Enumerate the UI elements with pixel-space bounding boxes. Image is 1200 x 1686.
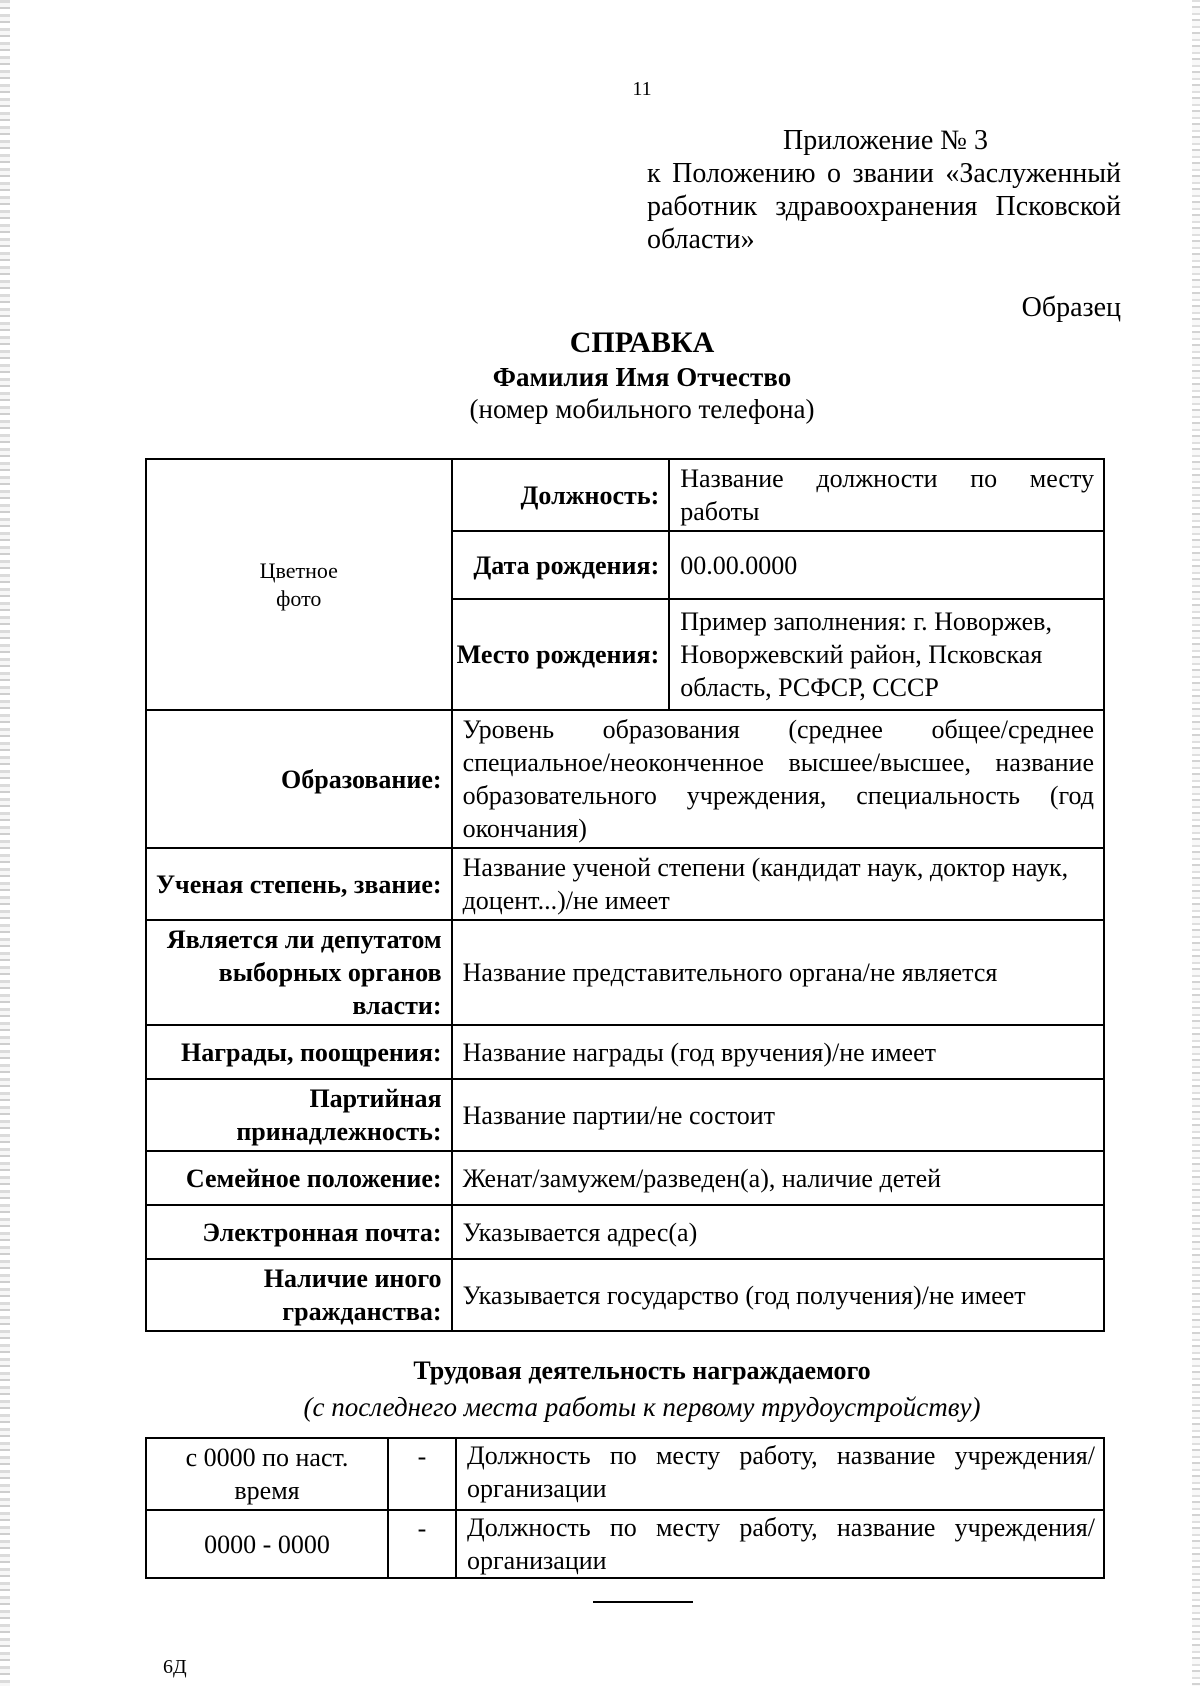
scan-edge-right xyxy=(1192,0,1200,1686)
table-row xyxy=(146,848,1104,920)
family-label: Семейное положение: xyxy=(146,1151,452,1205)
degree-value: Название ученой степени (кандидат наук, доктор наук, доцент...)/не имеет xyxy=(452,848,1104,920)
footer-code: 6Д xyxy=(163,1656,187,1678)
party-value: Название партии/не состоит xyxy=(452,1079,1104,1151)
birth-place-label: Место рождения: xyxy=(452,599,670,710)
table-row xyxy=(146,1510,1104,1578)
citizenship-value: Указывается государство (год получения)/не имеет xyxy=(452,1259,1104,1331)
table-row xyxy=(146,920,1104,1025)
work-history-title: Трудовая деятельность награждаемого xyxy=(413,1356,871,1385)
email-label: Электронная почта: xyxy=(146,1205,452,1259)
position-value: Название должности по месту работы xyxy=(669,459,1104,531)
document-title: СПРАВКА xyxy=(569,326,715,359)
table-row xyxy=(146,1259,1104,1331)
full-name-heading: Фамилия Имя Отчество xyxy=(492,362,792,392)
education-value: Уровень образования (среднее общее/среднее специальное/неоконченное высшее/высшее, название образовательного учреждения, специальность (год окончания) xyxy=(452,710,1104,848)
work-dash: - xyxy=(388,1510,456,1578)
scan-edge-left xyxy=(0,0,10,1686)
sample-label: Образец xyxy=(1021,292,1121,323)
work-history-table xyxy=(145,1437,1105,1579)
party-label: Партийная принадлежность: xyxy=(146,1079,452,1151)
work-period: с 0000 по наст. время xyxy=(146,1438,388,1510)
appendix-block xyxy=(647,124,1121,256)
table-row xyxy=(146,1151,1104,1205)
page-number: 11 xyxy=(632,78,652,100)
info-table xyxy=(145,458,1105,1332)
citizenship-label: Наличие иного гражданства: xyxy=(146,1259,452,1331)
deputy-label: Является ли депутатом выборных органов власти: xyxy=(146,920,452,1025)
email-value: Указывается адрес(а) xyxy=(452,1205,1104,1259)
work-history-subtitle: (с последнего места работы к первому трудоустройству) xyxy=(303,1392,981,1422)
family-value: Женат/замужем/разведен(а), наличие детей xyxy=(452,1151,1104,1205)
deputy-value: Название представительного органа/не является xyxy=(452,920,1104,1025)
table-row xyxy=(146,1438,1104,1510)
photo-placeholder: Цветное фото xyxy=(146,459,452,710)
work-description: Должность по месту работу, название учреждения/организации xyxy=(456,1510,1104,1578)
phone-heading: (номер мобильного телефона) xyxy=(469,394,815,424)
table-row xyxy=(146,1079,1104,1151)
degree-label: Ученая степень, звание: xyxy=(146,848,452,920)
awards-value: Название награды (год вручения)/не имеет xyxy=(452,1025,1104,1079)
table-row xyxy=(146,1205,1104,1259)
awards-label: Награды, поощрения: xyxy=(146,1025,452,1079)
table-row xyxy=(146,710,1104,848)
education-label: Образование: xyxy=(146,710,452,848)
work-period: 0000 - 0000 xyxy=(146,1510,388,1578)
work-dash: - xyxy=(388,1438,456,1510)
birth-date-label: Дата рождения: xyxy=(452,531,670,599)
table-row xyxy=(146,459,1104,531)
appendix-body: к Положению о звании «Заслуженный работник здравоохранения Псковской области» xyxy=(647,158,1121,255)
appendix-title: Приложение № 3 xyxy=(783,125,988,156)
divider-line xyxy=(593,1601,693,1603)
birth-place-value: Пример заполнения: г. Новоржев, Новоржевский район, Псковская область, РСФСР, СССР xyxy=(669,599,1104,710)
work-description: Должность по месту работу, название учреждения/организации xyxy=(456,1438,1104,1510)
birth-date-value: 00.00.0000 xyxy=(669,531,1104,599)
position-label: Должность: xyxy=(452,459,670,531)
table-row xyxy=(146,1025,1104,1079)
